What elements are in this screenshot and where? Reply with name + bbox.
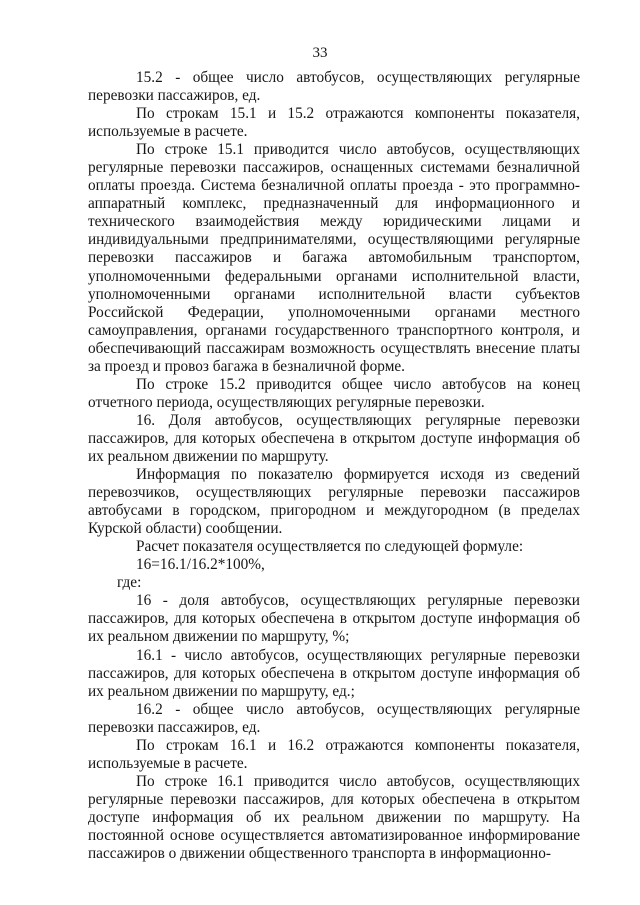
definition-16: 16 - доля автобусов, осуществляющих регулярные перевозки пассажиров, для которых обеспечена в открытом доступе информация об их реальном движении по маршруту, %; xyxy=(88,592,580,646)
formula-where-label: где: xyxy=(117,574,142,592)
definition-16-2: 16.2 - общее число автобусов, осуществляющих регулярные перевозки пассажиров, ед. xyxy=(88,700,580,736)
paragraph-formula-intro: Расчет показателя осуществляется по следующей формуле: xyxy=(136,538,524,556)
paragraph-indicator-16-source: Информация по показателю формируется исходя из сведений перевозчиков, осуществляющих регулярные перевозки пассажиров автобусами в городском, пригородном и междугородном (в пределах Курской области) сообщении. xyxy=(88,466,580,538)
paragraph-16-1-description: По строке 16.1 приводится число автобусов, осуществляющих регулярные перевозки пассажиров, для которых обеспечена в открытом доступе информация об их реальном движении по маршруту. На постоянной основе осуществляется автоматизированное информирование пассажиров о движении общественного транспорта в информационно- xyxy=(88,772,580,863)
formula: 16=16.1/16.2*100%, xyxy=(136,556,265,574)
page-number: 33 xyxy=(312,45,328,61)
paragraph-indicator-16-title: 16. Доля автобусов, осуществляющих регулярные перевозки пассажиров, для которых обеспечена в открытом доступе информация об их реальном движении по маршруту. xyxy=(88,411,580,465)
paragraph-16-components: По строкам 16.1 и 16.2 отражаются компоненты показателя, используемые в расчете. xyxy=(88,736,580,772)
document-body xyxy=(88,69,580,863)
paragraph-15-1-description: По строке 15.1 приводится число автобусов, осуществляющих регулярные перевозки пассажиров, оснащенных системами безналичной оплаты проезда. Система безналичной оплаты проезда - это программно-аппаратный комплекс, предназначенный для информационного и технического взаимодействия между юридическими лицами и индивидуальными предпринимателями, осуществляющими регулярные перевозки пассажиров и багажа автомобильным транспортом, уполномоченными федеральными органами исполнительной власти, уполномоченными органами исполнительной власти субъектов Российской Федерации, уполномоченными органами местного самоуправления, органами государственного транспортного контроля, и обеспечивающий пассажирам возможность осуществлять внесение платы за проезд и провоз багажа в безналичной форме. xyxy=(88,141,580,375)
paragraph-15-2-definition: 15.2 - общее число автобусов, осуществляющих регулярные перевозки пассажиров, ед. xyxy=(88,69,580,105)
definition-16-1: 16.1 - число автобусов, осуществляющих регулярные перевозки пассажиров, для которых обеспечена в открытом доступе информация об их реальном движении по маршруту, ед.; xyxy=(88,646,580,700)
paragraph-15-components: По строкам 15.1 и 15.2 отражаются компоненты показателя, используемые в расчете. xyxy=(88,105,580,141)
paragraph-15-2-description: По строке 15.2 приводится общее число автобусов на конец отчетного периода, осуществляющих регулярные перевозки. xyxy=(88,375,580,411)
